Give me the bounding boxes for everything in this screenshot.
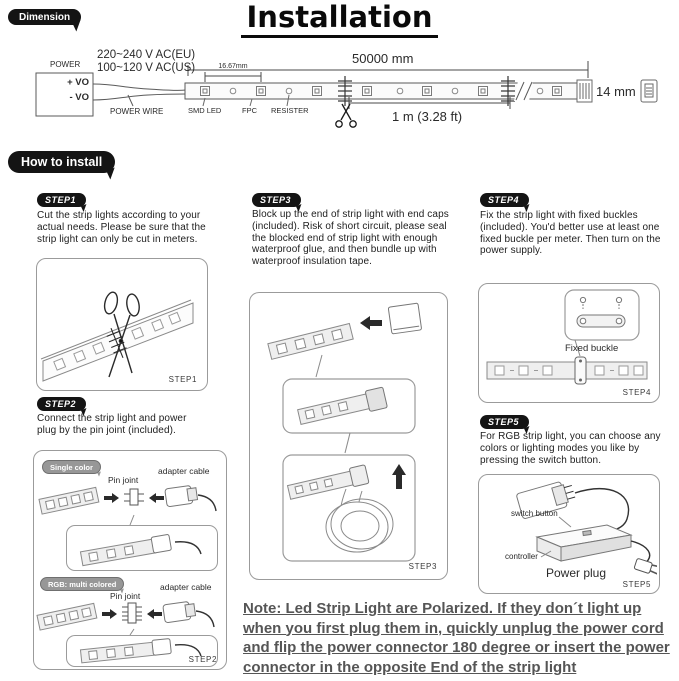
voltage-eu-label: 220~240 V AC(EU)	[97, 49, 196, 61]
step4-caption: STEP4	[622, 388, 651, 397]
cut-unit-label: 1 m (3.28 ft)	[392, 109, 463, 124]
step1-badge: STEP1	[37, 193, 86, 207]
step3-endcap-graphic	[250, 293, 445, 576]
strip-width-label: 14 mm	[596, 84, 636, 99]
arrow-left-icon	[147, 609, 162, 619]
polarity-note: Note: Led Strip Light are Polarized. If they don´t light up when you first plug them in, quickly unplug the power cord and flip the power connector 180 degree or insert the power connector in the opposite End of the strip light	[243, 600, 670, 676]
step4-badge: STEP4	[480, 193, 529, 207]
how-to-install-label: How to install	[21, 155, 103, 169]
step2-text: Connect the strip light and power plug by the pin joint (included).	[37, 413, 187, 436]
step4-figure	[478, 283, 660, 403]
scissors-icon	[336, 104, 356, 127]
voltage-us-label: 100~120 V AC(US)	[97, 62, 196, 74]
switch-button-label: switch button	[511, 509, 558, 518]
step1-text: Cut the strip lights according to your actual needs. Please be sure that the strip light can only be cut in meters.	[37, 210, 206, 245]
page-title: Installation	[0, 0, 679, 34]
pin-joint-label: Pin joint	[110, 591, 141, 601]
step3-caption: STEP3	[408, 562, 437, 571]
adapter-cable-label: adapter cable	[158, 466, 210, 476]
step4-buckle-graphic	[479, 284, 657, 399]
adapter-icon	[165, 485, 216, 511]
power-plug-label: Power plug	[545, 566, 607, 580]
controller-label: controller	[505, 552, 538, 561]
how-to-install-badge	[8, 151, 115, 173]
pin-joint-label: Pin joint	[108, 475, 139, 485]
resister-label: RESISTER	[271, 106, 309, 115]
step3-text: Block up the end of strip light with end caps (included). Risk of short circuit, please seal the blocked end of strip light with enough waterproof glue, and then bundle up with waterproof insulation tape.	[252, 209, 449, 268]
step2-joined-single	[66, 525, 218, 571]
arrow-right-icon	[104, 493, 119, 503]
smd-led-label: SMD LED	[188, 106, 222, 115]
step5-figure	[478, 474, 660, 594]
pitch-label: 16.67mm	[218, 63, 248, 70]
pin-joint-4pin-icon	[122, 603, 142, 623]
controller-box	[537, 525, 631, 561]
step1-caption: STEP1	[168, 375, 197, 384]
buckle-on-strip	[575, 357, 586, 384]
step3-figure	[249, 292, 448, 580]
fixed-buckle-label: Fixed buckle	[565, 343, 619, 354]
dimension-diagram	[0, 48, 679, 143]
adapter-cable-label: adapter cable	[160, 582, 212, 592]
arrow-left-icon	[149, 493, 164, 503]
step3-badge: STEP3	[252, 193, 301, 207]
minus-terminal-label: - VO	[69, 92, 89, 103]
plug-icon	[634, 558, 657, 576]
step2-figure	[33, 450, 227, 670]
fpc-label: FPC	[242, 106, 257, 115]
step4-text: Fix the strip light with fixed buckles (included). You'd better use at least one fixed buckle per meter. Then turn on the power supply.	[480, 210, 661, 257]
power-label: POWER	[50, 60, 81, 69]
pitch-dimension	[205, 72, 261, 82]
step5-text: For RGB strip light, you can choose any colors or lighting modes you like by pressing the switch button.	[480, 431, 661, 466]
power-wire-label: POWER WIRE	[110, 107, 164, 116]
switch-button-dot	[583, 530, 591, 535]
cut-mark	[501, 76, 515, 106]
dimension-badge	[8, 9, 81, 25]
rgb-multi-badge: RGB: multi colored	[40, 577, 124, 591]
step5-badge: STEP5	[480, 415, 529, 429]
cut-mark	[338, 76, 352, 106]
step5-caption: STEP5	[622, 580, 651, 589]
step2-caption: STEP2	[188, 655, 217, 664]
dimension-badge-label: Dimension	[19, 11, 71, 23]
end-cap-icon	[388, 303, 421, 334]
single-color-badge: Single color	[42, 460, 101, 474]
loose-connector	[641, 80, 657, 102]
total-length-label: 50000 mm	[352, 51, 414, 66]
buckle-icon	[577, 315, 625, 327]
arrow-left-icon	[360, 316, 382, 330]
plus-terminal-label: + VO	[67, 77, 89, 88]
adapter-cable-line	[575, 489, 629, 531]
arrow-right-icon	[102, 609, 117, 619]
pin-joint-2pin-icon	[124, 489, 144, 505]
adapter-icon	[163, 601, 214, 627]
step1-cutting-graphic	[37, 259, 205, 387]
step1-figure	[36, 258, 208, 391]
end-connector	[577, 80, 592, 102]
step2-badge: STEP2	[37, 397, 86, 411]
